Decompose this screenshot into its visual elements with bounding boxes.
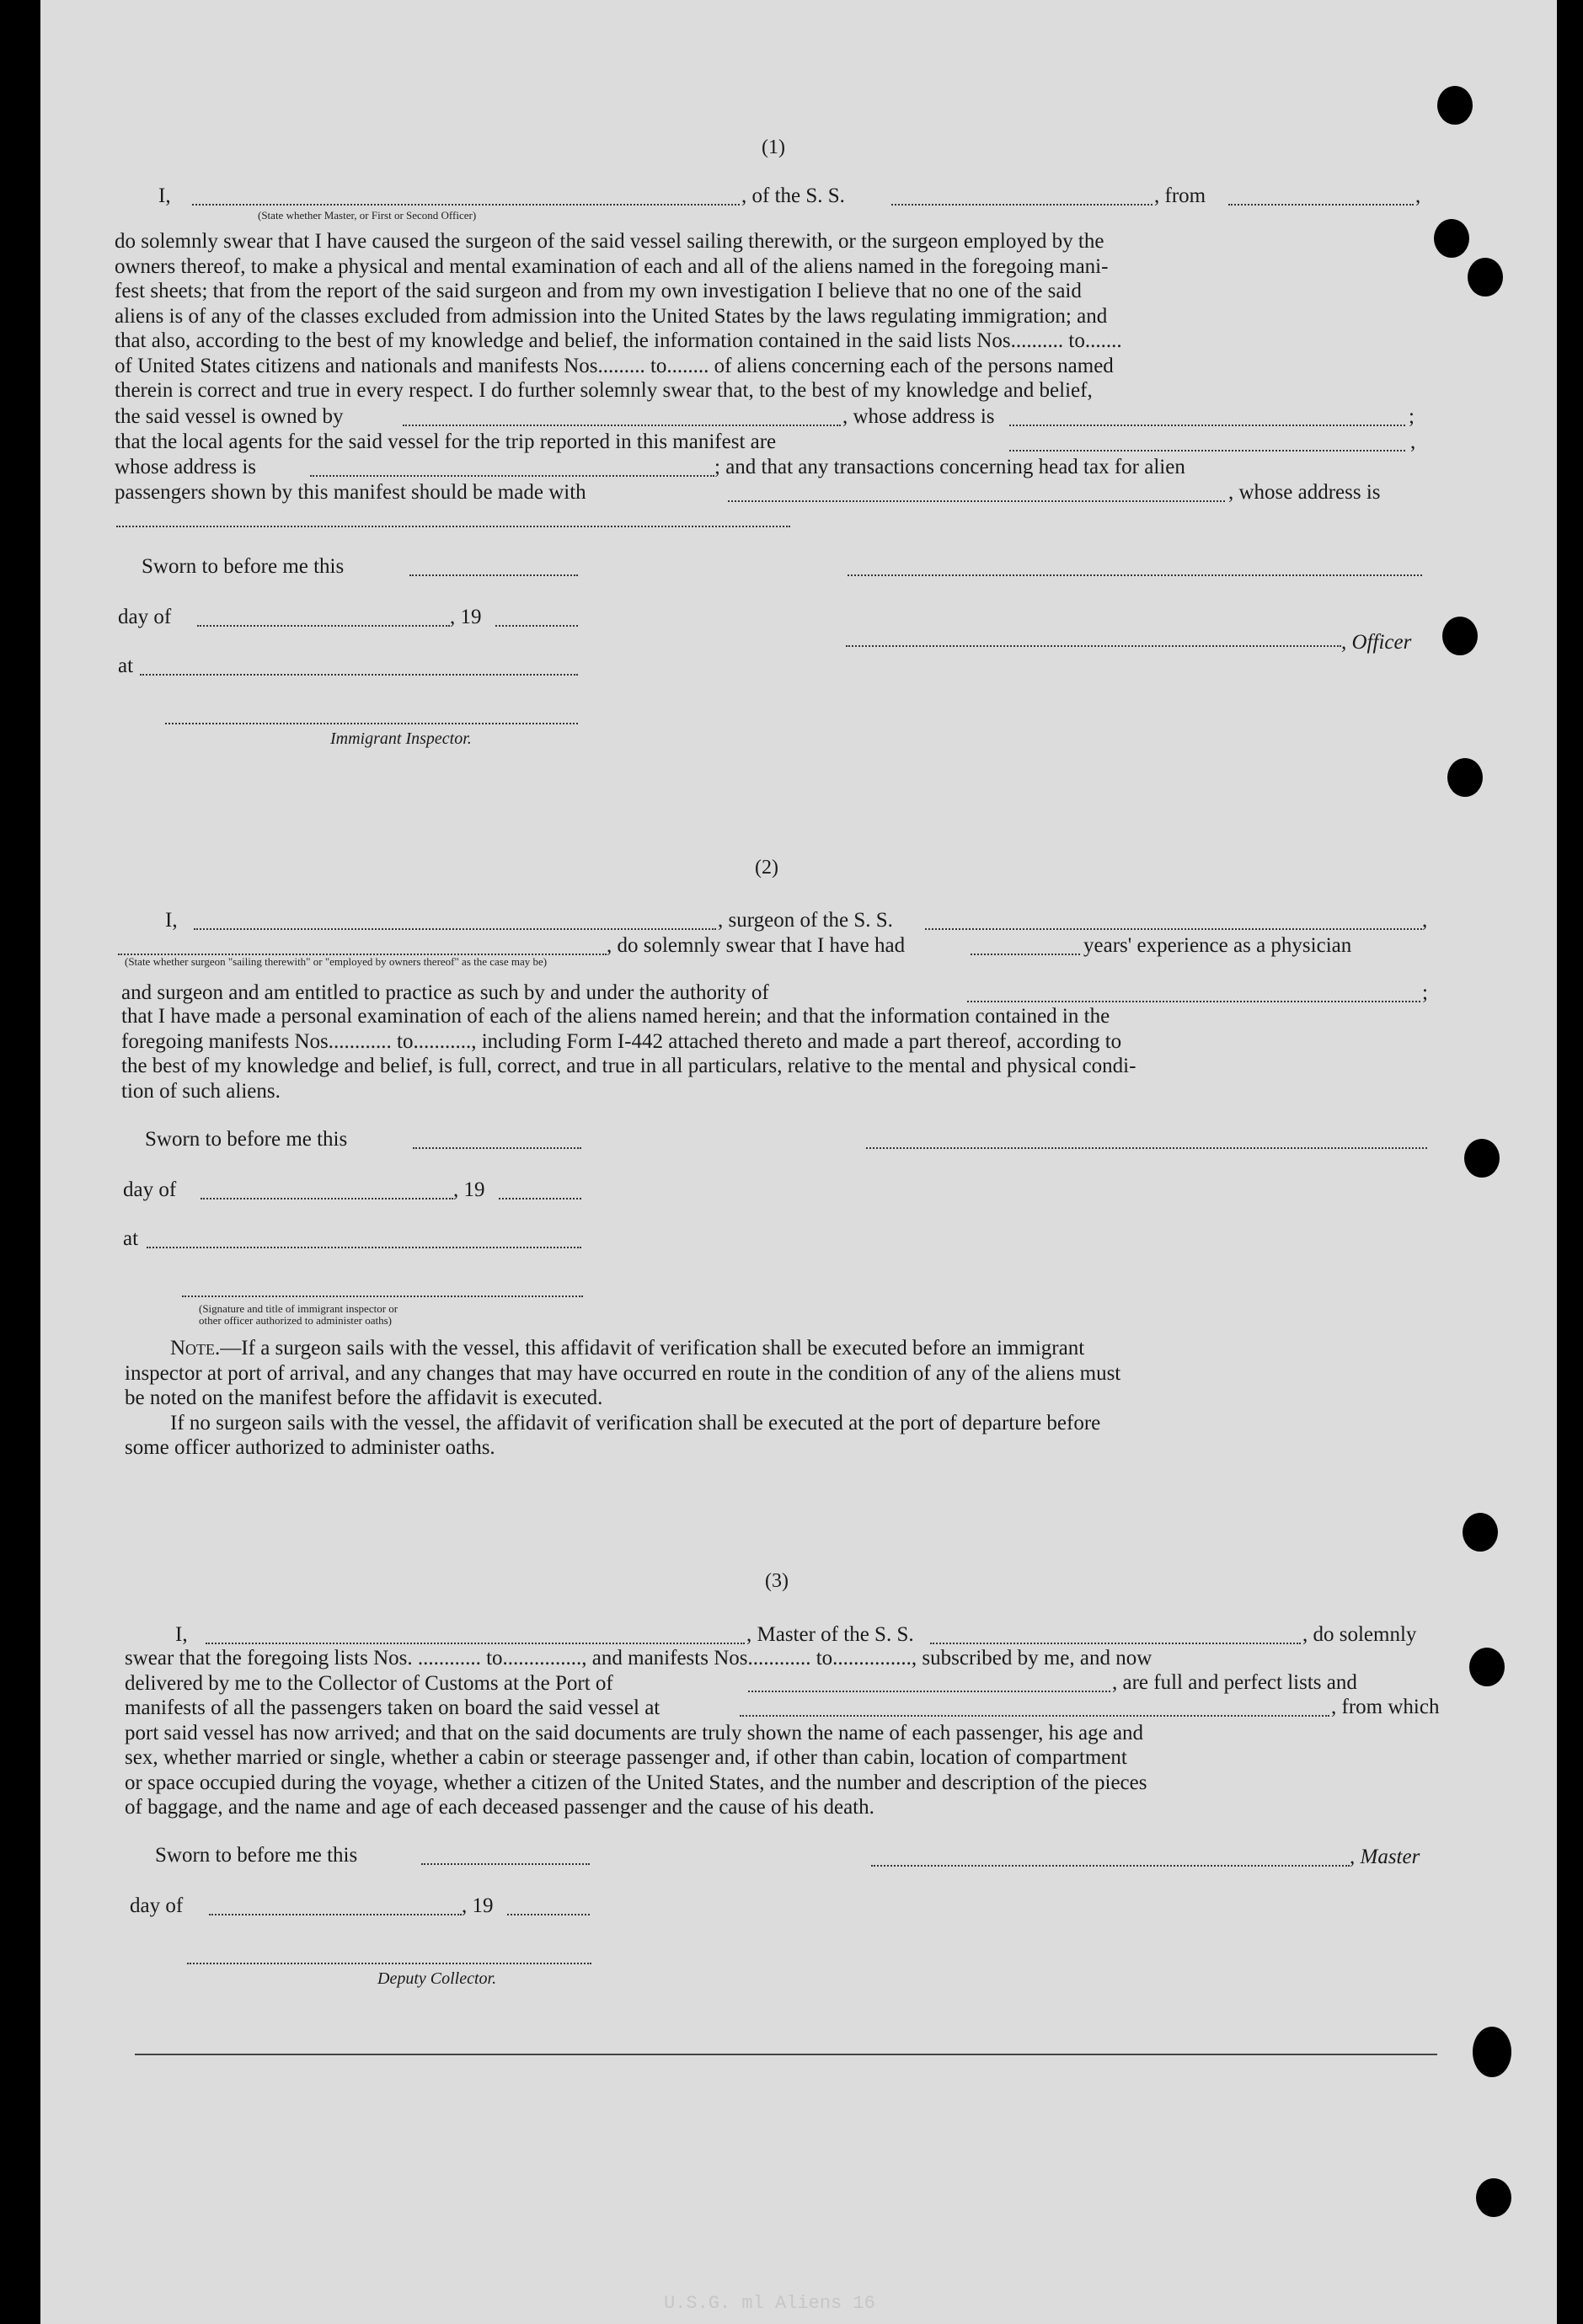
s2-body-line: tion of such aliens. [121, 1079, 281, 1103]
s2-note-line: some officer authorized to administer oaths. [125, 1436, 495, 1459]
s3-master-of-label: , Master of the S. S. [746, 1623, 914, 1646]
s1-body-line: owners thereof, to make a physical and mental examination of each and all of the aliens named in the foregoing mani- [115, 254, 1109, 278]
s1-body-line: do solemnly swear that I have caused the surgeon of the said vessel sailing therewith, or the surgeon employed by the [115, 230, 1104, 253]
s2-note [125, 1336, 1429, 1461]
s2-month-field[interactable] [201, 1198, 453, 1199]
s1-year-label: , 19 [450, 606, 482, 628]
s3-master-signature-line[interactable] [871, 1865, 1350, 1867]
s1-day-of-label: day of [118, 606, 172, 628]
s3-body-line: swear that the foregoing lists Nos. ............ to..............., and manifests Nos............ to..............., subscribed by me, and now [125, 1647, 1152, 1670]
s1-name-field[interactable] [192, 204, 740, 206]
s1-body-line: that also, according to the best of my knowledge and belief, the information contained in the said lists Nos.......... to....... [115, 329, 1122, 352]
section-3-number: (3) [765, 1570, 789, 1592]
s1-i-label: I, [158, 184, 171, 207]
punch-hole [1476, 2178, 1511, 2217]
s2-sig-caption-1: (Signature and title of immigrant inspector or [199, 1302, 398, 1315]
punch-hole [1469, 1648, 1505, 1686]
s3-do-solemnly-label: , do solemnly [1302, 1623, 1417, 1646]
s2-years-label: years' experience as a physician [1083, 934, 1352, 957]
s2-note-line: If no surgeon sails with the vessel, the affidavit of verification shall be executed at the port of departure before [170, 1411, 1101, 1434]
s3-body-line: port said vessel has now arrived; and that on the said documents are truly shown the name of each passenger, his age and [125, 1721, 1144, 1744]
s3-full-lists-label: , are full and perfect lists and [1112, 1671, 1357, 1694]
s2-comma: , [1422, 909, 1428, 932]
s2-sworn-day-field[interactable] [413, 1147, 581, 1149]
s2-year-field[interactable] [499, 1198, 581, 1199]
s2-note-line-1 [125, 1336, 1429, 1361]
punch-hole [1437, 86, 1473, 125]
s1-body-line: therein is correct and true in every respect. I do further solemnly swear that, to the best of my knowledge and belief, [115, 379, 1093, 402]
s3-body-line-3 [125, 1696, 1436, 1721]
s1-owner-address-field[interactable] [1009, 425, 1405, 426]
s1-from-field[interactable] [1228, 204, 1414, 206]
s3-sworn-label: Sworn to before me this [155, 1844, 358, 1867]
s1-from-label: , from [1154, 184, 1206, 207]
s3-from-which-label: , from which [1331, 1696, 1440, 1718]
section-2-number: (2) [755, 857, 778, 879]
s2-note-label: Note. [170, 1337, 221, 1360]
section-1-number: (1) [762, 136, 785, 158]
s2-authority-label: and surgeon and am entitled to practice as such by and under the authority of [121, 981, 769, 1004]
s1-vessel-field[interactable] [891, 204, 1152, 206]
s1-at-label: at [118, 654, 134, 677]
s1-of-ss-label: , of the S. S. [741, 184, 845, 207]
s2-years-field[interactable] [971, 954, 1080, 955]
form-number-faint: U.S.G. ml Aliens 16 [664, 2293, 875, 2314]
s1-head-tax-agent-field[interactable] [728, 500, 1225, 502]
s1-body-line: fest sheets; that from the report of the said surgeon and from my own investigation I believe that no one of the said [115, 280, 1082, 302]
s1-local-agents-label: that the local agents for the said vessel for the trip reported in this manifest are [115, 430, 777, 453]
s1-address-label: , whose address is [842, 405, 995, 428]
s2-year-label: , 19 [453, 1178, 485, 1201]
s1-agents-address-field[interactable] [310, 475, 714, 477]
s2-i-label: I, [165, 909, 178, 932]
s2-body-line: foregoing manifests Nos............ to..........., including Form I-442 attached thereto and made a part thereof, according to [121, 1029, 1122, 1053]
punch-hole [1434, 219, 1469, 258]
s2-caption: (State whether surgeon "sailing therewith" or "employed by owners thereof" as the case may be) [125, 955, 548, 968]
s1-agents-field[interactable] [1009, 450, 1405, 451]
punch-hole [1464, 1139, 1500, 1178]
form-sheet [40, 0, 1557, 2324]
punch-hole [1473, 2027, 1511, 2077]
s3-name-field[interactable] [206, 1643, 745, 1644]
s3-collector-signature-line[interactable] [187, 1963, 591, 1964]
s2-note-line: inspector at port of arrival, and any changes that may have occurred en route in the condition of any of the aliens must [125, 1361, 1121, 1385]
s1-sworn-label: Sworn to before me this [142, 555, 345, 578]
s3-vessel-at-label: manifests of all the passengers taken on board the said vessel at [125, 1696, 660, 1719]
s1-comma: , [1415, 184, 1421, 207]
s2-body [121, 1004, 1429, 1103]
s3-month-field[interactable] [209, 1914, 462, 1915]
punch-hole [1442, 617, 1478, 655]
s3-vessel-field[interactable] [930, 1643, 1301, 1644]
s2-sig-caption-2: other officer authorized to administer oaths) [199, 1314, 392, 1327]
s3-port-field[interactable] [748, 1691, 1110, 1692]
s2-swear-label: , do solemnly swear that I have had [607, 934, 906, 957]
punch-hole [1447, 758, 1483, 797]
punch-hole [1463, 1513, 1498, 1552]
s2-at-field[interactable] [147, 1247, 581, 1248]
s2-body-line: the best of my knowledge and belief, is full, correct, and true in all particulars, relative to the mental and physical condi- [121, 1055, 1136, 1077]
s3-i-label: I, [175, 1623, 188, 1646]
bottom-rule [135, 2054, 1437, 2055]
s3-port-label: delivered by me to the Collector of Customs at the Port of [125, 1671, 613, 1695]
s1-sworn-day-field[interactable] [409, 574, 578, 576]
s1-body [115, 229, 1429, 403]
s3-body-line: of baggage, and the name and age of each deceased passenger and the cause of his death. [125, 1796, 874, 1819]
s3-embark-field[interactable] [740, 1715, 1329, 1717]
s3-sworn-day-field[interactable] [421, 1863, 590, 1865]
s1-inspector-signature-line[interactable] [165, 723, 578, 724]
s2-sworn-label: Sworn to before me this [145, 1128, 348, 1151]
s2-day-of-label: day of [123, 1178, 177, 1201]
s2-semicolon: ; [1422, 981, 1428, 1004]
s1-year-field[interactable] [495, 625, 578, 627]
s2-surgeon-of-label: , surgeon of the S. S. [718, 909, 893, 932]
s1-month-field[interactable] [197, 625, 450, 627]
s3-day-of-label: day of [130, 1894, 184, 1917]
s2-note-line: be noted on the manifest before the affidavit is executed. [125, 1386, 603, 1409]
s1-body-line: aliens is of any of the classes excluded from admission into the United States by the laws regulating immigration; and [115, 304, 1108, 328]
s1-head-tax-text: ; and that any transactions concerning head tax for alien [714, 456, 1185, 478]
s2-authority-field[interactable] [967, 1001, 1420, 1002]
s1-inspector-label: Immigrant Inspector. [330, 729, 472, 748]
punch-hole [1468, 258, 1503, 297]
s1-owner-field[interactable] [403, 425, 841, 426]
s3-deputy-label: Deputy Collector. [377, 1969, 497, 1988]
s3-body-line: sex, whether married or single, whether a cabin or steerage passenger and, if other than cabin, location of compartment [125, 1746, 1127, 1769]
s3-year-label: , 19 [462, 1894, 494, 1917]
s1-address-label-3: , whose address is [1228, 481, 1381, 504]
s1-caption: (State whether Master, or First or Second Officer) [258, 209, 477, 222]
s2-inspector-signature-line[interactable] [182, 1296, 583, 1297]
s2-at-label: at [123, 1227, 139, 1250]
s3-master-label: , Master [1350, 1846, 1420, 1868]
s1-semicolon: ; [1409, 405, 1415, 428]
s1-body-line: of United States citizens and nationals and manifests Nos......... to........ of aliens concerning each of the persons named [115, 354, 1114, 377]
s2-name-field[interactable] [194, 928, 716, 930]
s1-officer-signature-line[interactable] [848, 574, 1422, 576]
s1-address-label-2: whose address is [115, 456, 257, 478]
s3-body-line: or space occupied during the voyage, whether a citizen of the United States, and the number and description of the pieces [125, 1771, 1147, 1794]
s1-passengers-label: passengers shown by this manifest should be made with [115, 481, 586, 504]
s1-comma-2: , [1410, 430, 1416, 453]
s1-head-tax-address-field[interactable] [116, 526, 790, 527]
s1-officer-label: , Officer [1341, 631, 1412, 654]
s1-owned-by-label: the said vessel is owned by [115, 405, 344, 428]
s2-body-line: that I have made a personal examination of each of the aliens named herein; and that the information contained in the [121, 1005, 1110, 1028]
s3-year-field[interactable] [507, 1914, 590, 1915]
s1-officer-line[interactable] [846, 645, 1341, 647]
s2-surgeon-signature-line[interactable] [866, 1147, 1427, 1149]
s1-at-field[interactable] [140, 674, 578, 676]
s2-vessel-field[interactable] [925, 928, 1422, 930]
s2-note-text-1: —If a surgeon sails with the vessel, this affidavit of verification shall be executed before an immigrant [220, 1337, 1085, 1360]
